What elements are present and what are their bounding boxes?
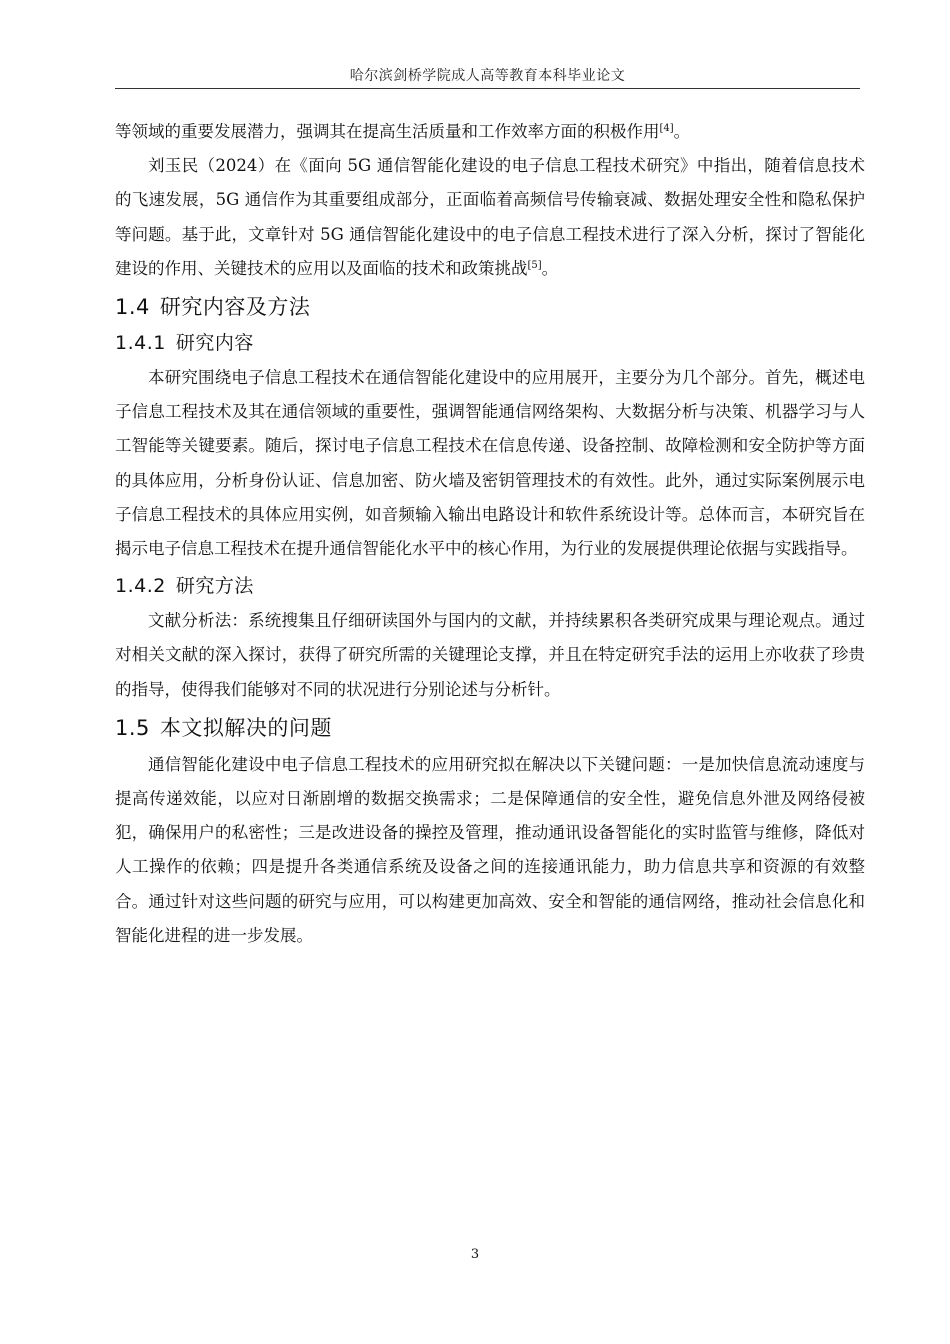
paragraph-problems: 通信智能化建设中电子信息工程技术的应用研究拟在解决以下关键问题：一是加快信息流动速度与提高传递效能，以应对日渐剧增的数据交换需求；二是保障通信的安全性，避免信息外泄及网络侵被犯，确保用户的私密性；三是改进设备的操控及管理，推动通讯设备智能化的实时监管与维修，降低对人工操作的依赖；四是提升各类通信系统及设备之间的连接通讯能力，助力信息共享和资源的有效整合。通过针对这些问题的研究与应用，可以构建更加高效、安全和智能的通信网络，推动社会信息化和智能化进程的进一步发展。 (115, 754, 865, 945)
citation-ref: [5] (527, 259, 542, 271)
page-body (115, 115, 865, 953)
paragraph-research-content: 本研究围绕电子信息工程技术在通信智能化建设中的应用展开，主要分为几个部分。首先，概述电子信息工程技术及其在通信领域的重要性，强调智能通信网络架构、大数据分析与决策、机器学习与人工智能等关键要素。随后，探讨电子信息工程技术在信息传递、设备控制、故障检测和安全防护等方面的具体应用，分析身份认证、信息加密、防火墙及密钥管理技术的有效性。此外，通过实际案例展示电子信息工程技术的具体应用实例，如音频输入输出电路设计和软件系统设计等。总体而言，本研究旨在揭示电子信息工程技术在提升通信智能化水平中的核心作用，为行业的发展提供理论依据与实践指导。 (115, 368, 865, 559)
subsection-heading-1-4-2 (115, 571, 865, 601)
subsection-heading-1-4-1 (115, 328, 865, 358)
section-number: 1.5 (115, 715, 150, 740)
section-heading-1-4 (115, 291, 865, 323)
section-title: 研究内容 (175, 332, 254, 355)
section-number: 1.4 (115, 295, 150, 320)
paragraph-end: 。 (541, 258, 559, 278)
section-title: 本文拟解决的问题 (159, 715, 332, 740)
paragraph-text: 等领域的重要发展潜力，强调其在提高生活质量和工作效率方面的积极作用 (115, 122, 660, 141)
running-header: 哈尔滨剑桥学院成人高等教育本科毕业论文 (349, 68, 626, 84)
section-number: 1.4.1 (115, 332, 166, 355)
paragraph-research-method: 文献分析法：系统搜集且仔细研读国外与国内的文献，并持续累积各类研究成果与理论观点。通过对相关文献的深入探讨，获得了研究所需的关键理论支撑，并且在特定研究手法的运用上亦收获了珍贵的指导，使得我们能够对不同的状况进行分别论述与分析针。 (115, 611, 865, 699)
page-number: 3 (470, 1247, 480, 1262)
section-title: 研究内容及方法 (159, 295, 311, 320)
paragraph-continued (115, 115, 865, 149)
paragraph-end: 。 (673, 122, 691, 141)
paragraph-liu (115, 149, 865, 286)
section-heading-1-5 (115, 712, 865, 744)
section-number: 1.4.2 (115, 575, 166, 598)
paragraph-text: 刘玉民（2024）在《面向 5G 通信智能化建设的电子信息工程技术研究》中指出，随着信息技术的飞速发展，5G 通信作为其重要组成部分，正面临着高频信号传输衰减、数据处理安全性和隐私保护等问题。基于此，文章针对 5G 通信智能化建设中的电子信息工程技术进行了深入分析，探讨了智能化建设的作用、关键技术的应用以及面临的技术和政策挑战 (115, 156, 865, 278)
header-rule (115, 88, 860, 89)
citation-ref: [4] (659, 123, 674, 134)
section-title: 研究方法 (175, 575, 254, 598)
